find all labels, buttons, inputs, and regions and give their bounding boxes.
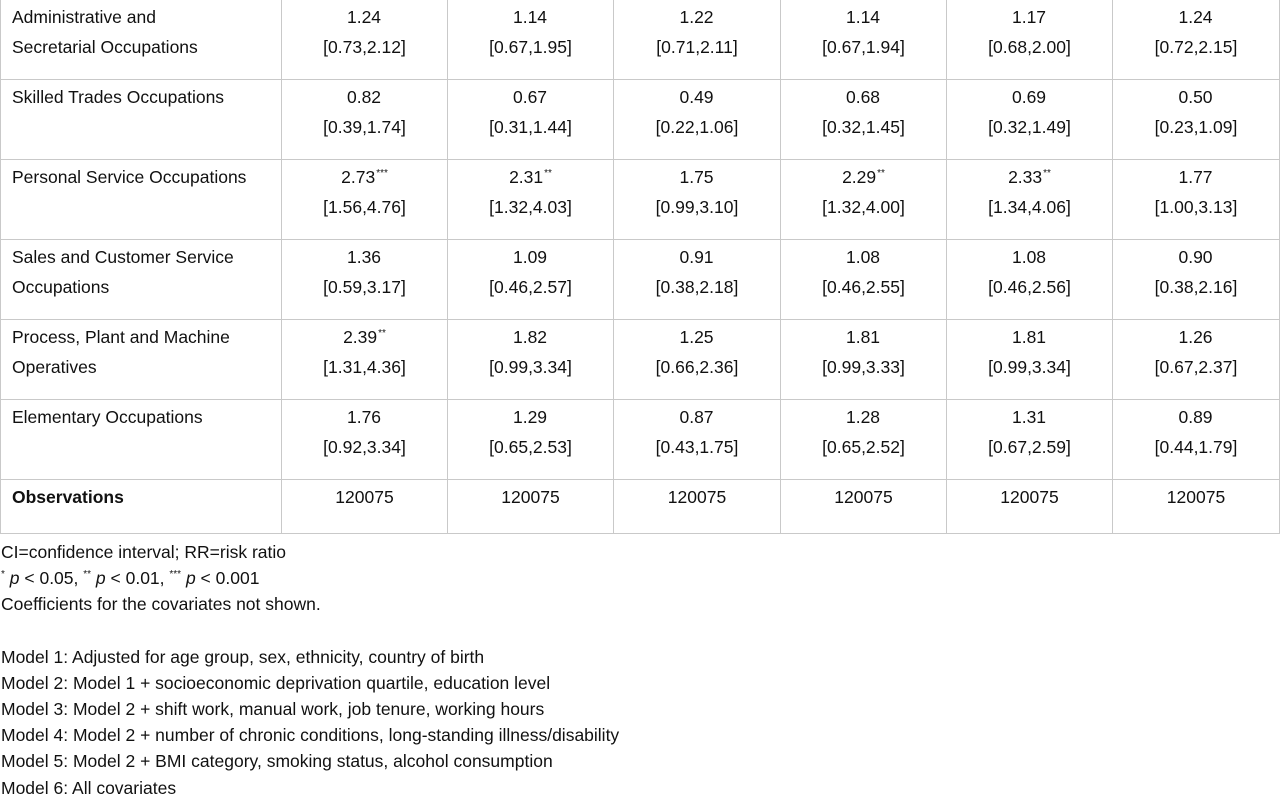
table-cell: 1.31 [0.67,2.59] bbox=[947, 400, 1113, 480]
table-cell: 1.77 [1.00,3.13] bbox=[1113, 160, 1280, 240]
model-note: Model 1: Adjusted for age group, sex, ethnicity, country of birth bbox=[1, 646, 485, 667]
row-label: Process, Plant and Machine Operatives bbox=[1, 320, 282, 400]
row-label: Administrative and Secretarial Occupations bbox=[1, 0, 282, 80]
observations-value: 120075 bbox=[614, 480, 781, 534]
observations-value: 120075 bbox=[1113, 480, 1280, 534]
table-cell: 0.49 [0.22,1.06] bbox=[614, 80, 781, 160]
table-cell: 2.29** [1.32,4.00] bbox=[781, 160, 947, 240]
observations-value: 120075 bbox=[781, 480, 947, 534]
model-note: Model 3: Model 2 + shift work, manual work, job tenure, working hours bbox=[1, 699, 545, 720]
spacer bbox=[1, 618, 619, 644]
table-cell: 1.82 [0.99,3.34] bbox=[448, 320, 614, 400]
table-row bbox=[1, 80, 1280, 160]
significance-note: * p < 0.05, ** p < 0.01, *** p < 0.001 bbox=[1, 568, 260, 589]
table-cell: 1.24 [0.73,2.12] bbox=[282, 0, 448, 80]
table-cell: 1.28 [0.65,2.52] bbox=[781, 400, 947, 480]
table-notes bbox=[1, 539, 619, 801]
table-row bbox=[1, 400, 1280, 480]
table-row bbox=[1, 240, 1280, 320]
observations-value: 120075 bbox=[282, 480, 448, 534]
table-row bbox=[1, 320, 1280, 400]
table-cell: 2.33** [1.34,4.06] bbox=[947, 160, 1113, 240]
table-cell: 0.69 [0.32,1.49] bbox=[947, 80, 1113, 160]
table-cell: 1.08 [0.46,2.56] bbox=[947, 240, 1113, 320]
table-cell: 1.81 [0.99,3.34] bbox=[947, 320, 1113, 400]
table-cell: 1.76 [0.92,3.34] bbox=[282, 400, 448, 480]
table-cell: 0.67 [0.31,1.44] bbox=[448, 80, 614, 160]
table-cell: 1.14 [0.67,1.95] bbox=[448, 0, 614, 80]
table-cell: 0.90 [0.38,2.16] bbox=[1113, 240, 1280, 320]
table-cell: 1.08 [0.46,2.55] bbox=[781, 240, 947, 320]
table-cell: 1.17 [0.68,2.00] bbox=[947, 0, 1113, 80]
abbreviation-note: CI=confidence interval; RR=risk ratio bbox=[1, 542, 286, 562]
table-cell: 0.50 [0.23,1.09] bbox=[1113, 80, 1280, 160]
observations-value: 120075 bbox=[947, 480, 1113, 534]
row-label: Elementary Occupations bbox=[1, 400, 282, 480]
model-note: Model 2: Model 1 + socioeconomic deprivation quartile, education level bbox=[1, 672, 551, 693]
model-note: Model 5: Model 2 + BMI category, smoking status, alcohol consumption bbox=[1, 751, 553, 772]
model-note: Model 4: Model 2 + number of chronic conditions, long-standing illness/disability bbox=[1, 725, 620, 746]
table-row bbox=[1, 160, 1280, 240]
table-cell: 2.73*** [1.56,4.76] bbox=[282, 160, 448, 240]
table-cell: 0.68 [0.32,1.45] bbox=[781, 80, 947, 160]
table-cell: 1.36 [0.59,3.17] bbox=[282, 240, 448, 320]
table-cell: 0.91 [0.38,2.18] bbox=[614, 240, 781, 320]
table-cell: 1.24 [0.72,2.15] bbox=[1113, 0, 1280, 80]
row-label: Sales and Customer Service Occupations bbox=[1, 240, 282, 320]
table-cell: 1.25 [0.66,2.36] bbox=[614, 320, 781, 400]
table-cell: 1.81 [0.99,3.33] bbox=[781, 320, 947, 400]
table-cell: 2.31** [1.32,4.03] bbox=[448, 160, 614, 240]
observations-label: Observations bbox=[1, 480, 282, 534]
observations-row bbox=[1, 480, 1280, 534]
table-cell: 0.82 [0.39,1.74] bbox=[282, 80, 448, 160]
table-cell: 1.09 [0.46,2.57] bbox=[448, 240, 614, 320]
row-label: Personal Service Occupations bbox=[1, 160, 282, 240]
model-note: Model 6: All covariates bbox=[1, 777, 177, 798]
observations-value: 120075 bbox=[448, 480, 614, 534]
table-cell: 0.87 [0.43,1.75] bbox=[614, 400, 781, 480]
table-cell: 1.26 [0.67,2.37] bbox=[1113, 320, 1280, 400]
table-row bbox=[1, 0, 1280, 80]
covariates-note: Coefficients for the covariates not shown. bbox=[1, 594, 321, 615]
table-cell: 1.22 [0.71,2.11] bbox=[614, 0, 781, 80]
table-cell: 2.39** [1.31,4.36] bbox=[282, 320, 448, 400]
table-cell: 1.75 [0.99,3.10] bbox=[614, 160, 781, 240]
row-label: Skilled Trades Occupations bbox=[1, 80, 282, 160]
table-cell: 1.29 [0.65,2.53] bbox=[448, 400, 614, 480]
table-cell: 0.89 [0.44,1.79] bbox=[1113, 400, 1280, 480]
table-cell: 1.14 [0.67,1.94] bbox=[781, 0, 947, 80]
